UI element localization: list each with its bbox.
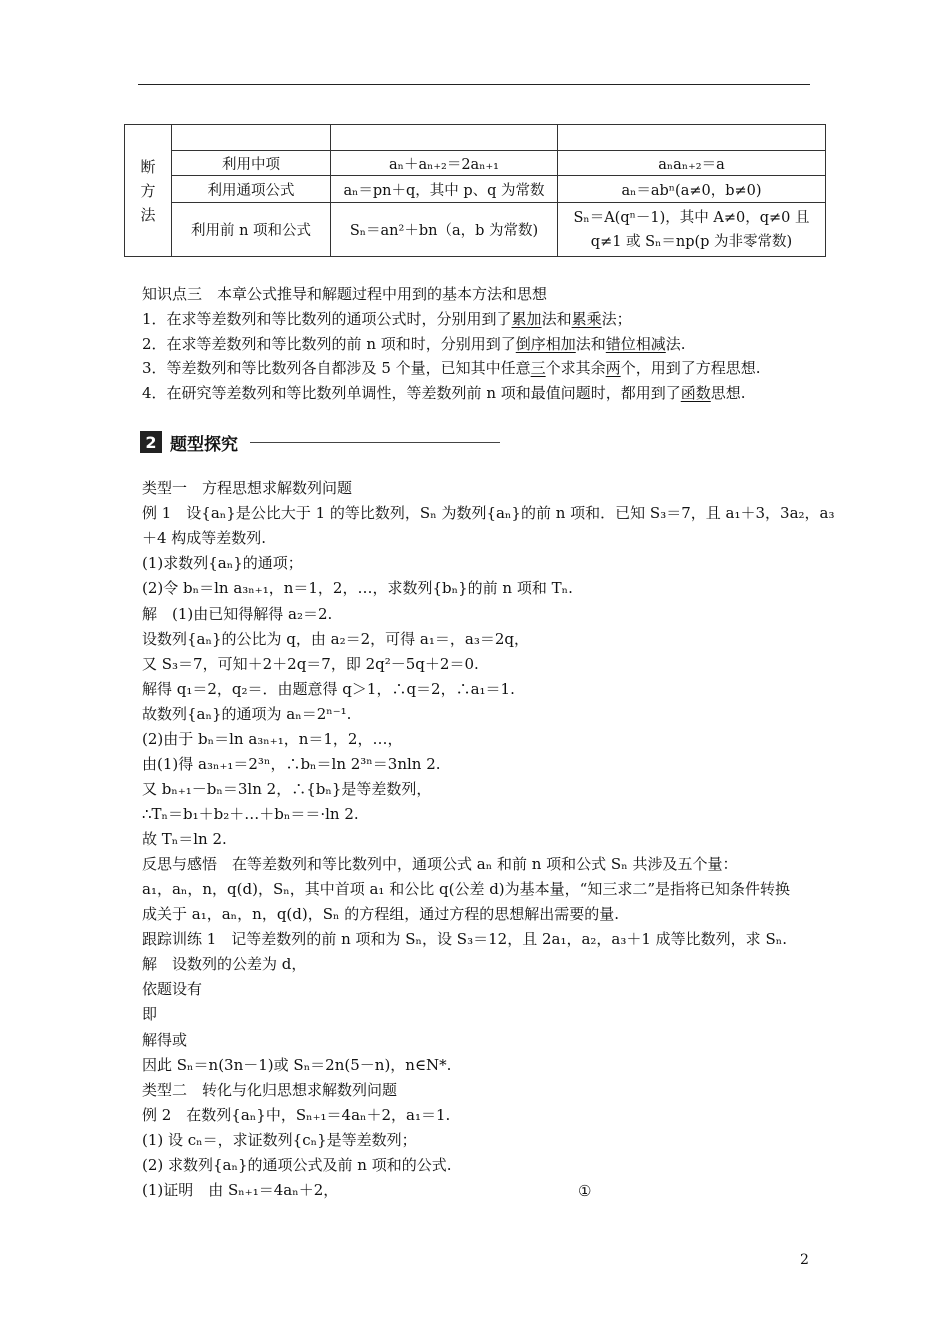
arith-cell: aₙ＋aₙ₊₂＝2aₙ₊₁ xyxy=(331,151,558,176)
text: 4．在研究等差数列和等比数列单调性，等差数列前 n 项和最值问题时，都用到了 xyxy=(142,384,681,402)
body-line: 由(1)得 a₃ₙ₊₁＝2³ⁿ，∴bₙ＝ln 2³ⁿ＝3nln 2. xyxy=(142,755,441,773)
body-line: 类型二 转化与化归思想求解数列问题 xyxy=(142,1081,398,1099)
blank-answer: 三 xyxy=(530,359,546,377)
blank-answer: 倒序相加 xyxy=(515,335,576,353)
body-line: 类型一 方程思想求解数列问题 xyxy=(142,479,353,497)
geo-cell: aₙaₙ₊₂＝a xyxy=(558,151,826,176)
blank-answer: 函数 xyxy=(680,384,711,402)
blank-answer: 累乘 xyxy=(571,310,602,328)
header-rule xyxy=(138,84,810,85)
body-line: 成关于 a₁，aₙ，n，q(d)，Sₙ 的方程组，通过方程的思想解出需要的量. xyxy=(142,905,620,923)
body-line: 故 Tₙ＝ln 2. xyxy=(142,830,227,848)
text: 1．在求等差数列和等比数列的通项公式时，分别用到了 xyxy=(142,310,512,328)
criteria-table xyxy=(124,124,826,257)
section-number: 2 xyxy=(140,431,162,453)
geo-line: Sₙ＝A(qⁿ－1)，其中 A≠0，q≠0 且 xyxy=(573,209,810,226)
section-header xyxy=(140,428,500,456)
kp3-item-3 xyxy=(142,358,760,378)
section-title: 题型探究 xyxy=(170,434,238,455)
text: 思想. xyxy=(710,384,746,402)
body-line: 例 1 设{aₙ}是公比大于 1 的等比数列，Sₙ 为数列{aₙ}的前 n 项和．已知 S₃＝7，且 a₁＋3，3a₂，a₃ xyxy=(142,504,835,522)
page-number: 2 xyxy=(800,1252,809,1268)
text: 法. xyxy=(665,335,686,353)
side-char: 方 xyxy=(140,181,156,200)
side-char: 断 xyxy=(140,157,156,176)
body-line: a₁，aₙ，n，q(d)，Sₙ，其中首项 a₁ 和公比 q(公差 d)为基本量，“知三求二”是指将已知条件转换 xyxy=(142,880,790,898)
method-cell: 利用中项 xyxy=(172,151,331,176)
equation-marker: ① xyxy=(578,1182,592,1200)
geo-cell: aₙ＝abⁿ(a≠0，b≠0) xyxy=(558,176,826,203)
arith-cell: aₙ＝pn＋q，其中 p、q 为常数 xyxy=(331,176,558,203)
body-line: 跟踪训练 1 记等差数列的前 n 项和为 Sₙ，设 S₃＝12，且 2a₁，a₂，a₃＋1 成等比数列，求 Sₙ. xyxy=(142,930,787,948)
text: 2．在求等差数列和等比数列的前 n 项和时，分别用到了 xyxy=(142,335,516,353)
body-line: 解 (1)由已知得解得 a₂＝2. xyxy=(142,605,333,623)
body-line: 解 设数列的公差为 d， xyxy=(142,955,307,973)
body-line: (1)求数列{aₙ}的通项； xyxy=(142,554,303,572)
geo-line: q≠1 或 Sₙ＝np(p 为非零常数) xyxy=(590,233,793,250)
body-line: 因此 Sₙ＝n(3n－1)或 Sₙ＝2n(5－n)，n∈N*. xyxy=(142,1056,452,1074)
method-cell: 利用前 n 项和公式 xyxy=(172,203,331,257)
body-line: 故数列{aₙ}的通项为 aₙ＝2ⁿ⁻¹. xyxy=(142,705,352,723)
blank-answer: 两 xyxy=(605,359,621,377)
body-line: (1)证明 由 Sₙ₊₁＝4aₙ＋2， xyxy=(142,1181,339,1199)
body-line: 又 bₙ₊₁－bₙ＝3ln 2，∴{bₙ}是等差数列， xyxy=(142,780,432,798)
kp3-item-1 xyxy=(142,309,632,329)
side-label xyxy=(125,125,172,257)
blank-answer: 错位相减 xyxy=(605,335,666,353)
text: 个求其余 xyxy=(545,359,606,377)
method-cell: 利用通项公式 xyxy=(172,176,331,203)
body-line: ∴Tₙ＝b₁＋b₂＋…＋bₙ＝＝·ln 2. xyxy=(142,805,359,823)
body-line: (2) 求数列{aₙ}的通项公式及前 n 项和的公式. xyxy=(142,1156,452,1174)
text: 法； xyxy=(601,310,632,328)
kp3-item-2 xyxy=(142,334,686,354)
body-line: 解得 q₁＝2，q₂＝．由题意得 q＞1，∴q＝2，∴a₁＝1. xyxy=(142,680,515,698)
blank-answer: 累加 xyxy=(511,310,542,328)
geo-cell xyxy=(558,203,826,257)
text: 3．等差数列和等比数列各自都涉及 5 个量，已知其中任意 xyxy=(142,359,531,377)
kp3-title: 知识点三 本章公式推导和解题过程中用到的基本方法和思想 xyxy=(142,285,548,303)
section-rule xyxy=(250,442,500,443)
text: 个，用到了方程思想. xyxy=(620,359,761,377)
kp3-item-4 xyxy=(142,383,746,403)
body-line: (1) 设 cₙ＝，求证数列{cₙ}是等差数列； xyxy=(142,1131,417,1149)
body-line: 依题设有 xyxy=(142,980,203,998)
body-line: (2)由于 bₙ＝ln a₃ₙ₊₁，n＝1，2，…， xyxy=(142,730,403,748)
arith-cell: Sₙ＝an²＋bn（a，b 为常数) xyxy=(331,203,558,257)
body-line: 即 xyxy=(142,1005,158,1023)
body-line: 解得或 xyxy=(142,1031,188,1049)
side-char: 法 xyxy=(140,205,156,224)
body-line: (2)令 bₙ＝ln a₃ₙ₊₁，n＝1，2，…，求数列{bₙ}的前 n 项和 Tₙ. xyxy=(142,579,573,597)
body-line: 又 S₃＝7，可知＋2＋2q＝7，即 2q²－5q＋2＝0. xyxy=(142,655,479,673)
body-line: ＋4 构成等差数列. xyxy=(142,529,267,547)
body-line: 例 2 在数列{aₙ}中，Sₙ₊₁＝4aₙ＋2，a₁＝1. xyxy=(142,1106,451,1124)
text: 法和 xyxy=(541,310,572,328)
text: 法和 xyxy=(575,335,606,353)
body-line: 设数列{aₙ}的公比为 q，由 a₂＝2，可得 a₁＝，a₃＝2q， xyxy=(142,630,529,648)
body-line: 反思与感悟 在等差数列和等比数列中，通项公式 aₙ 和前 n 项和公式 Sₙ 共涉及五个量： xyxy=(142,855,738,873)
